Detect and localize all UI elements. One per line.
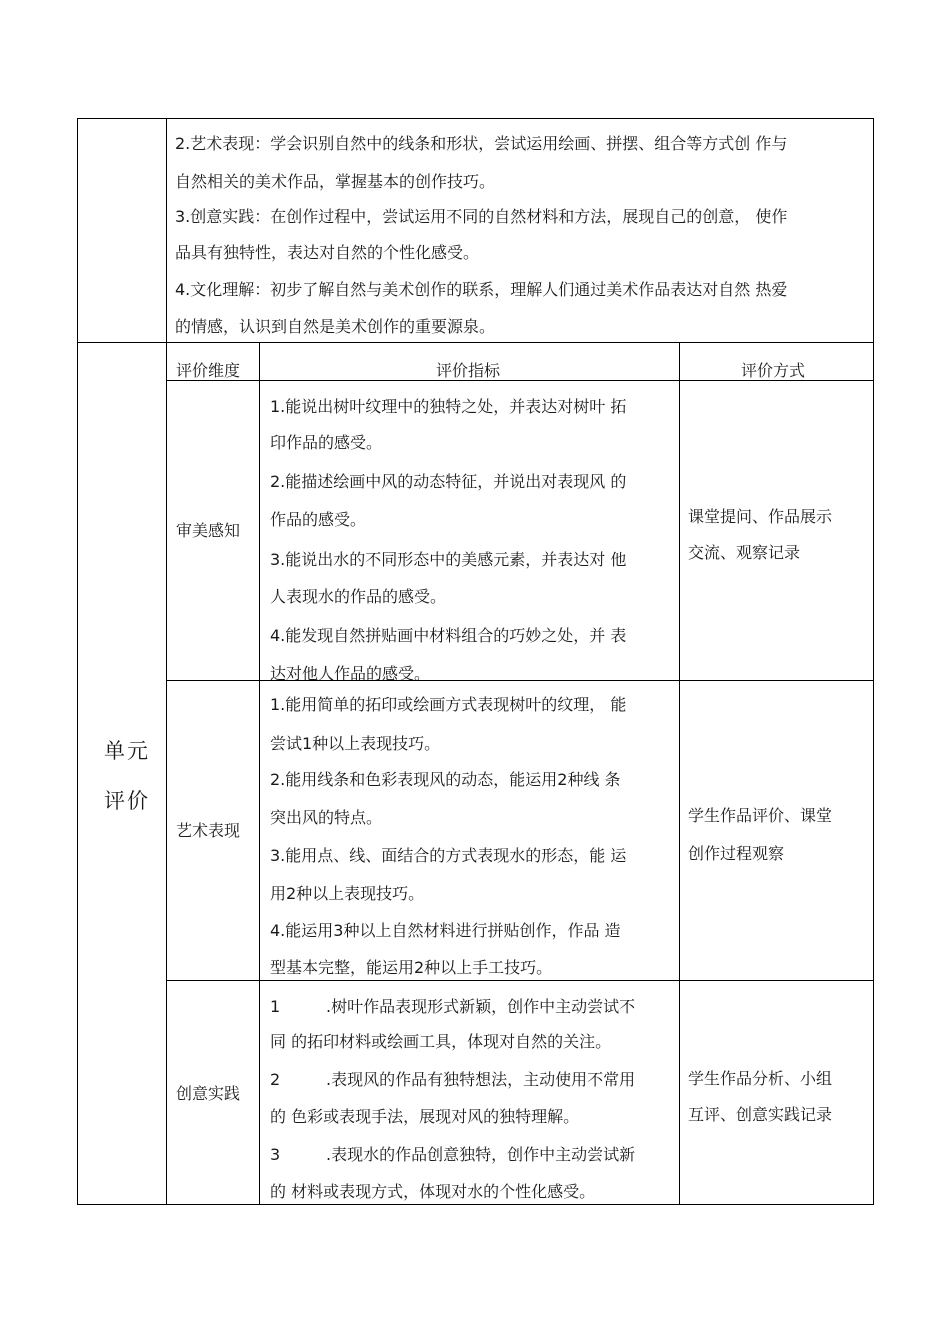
indicator-line: 人表现水的作品的感受。 <box>270 587 447 606</box>
indicator-line: 1.能说出树叶纹理中的独特之处，并表达对树叶 拓 <box>270 397 627 416</box>
indicator-line: 作品的感受。 <box>270 510 367 529</box>
indicator-number: 2 <box>270 1070 281 1089</box>
indicator-line: .表现水的作品创意独特，创作中主动尝试新 <box>326 1145 636 1164</box>
indicator-line: 4.能运用3种以上自然材料进行拼贴创作，作品 造 <box>270 921 621 940</box>
row-method-line: 创作过程观察 <box>688 844 785 863</box>
indicator-line: 2.能用线条和色彩表现风的动态，能运用2种线 条 <box>270 770 621 789</box>
row-method-line: 交流、观察记录 <box>688 543 801 562</box>
row-indicator-cell <box>260 681 679 980</box>
indicator-line: 同 的拓印材料或绘画工具，体现对自然的关注。 <box>270 1032 612 1051</box>
table-border-right <box>873 118 874 1205</box>
row-indicator-cell <box>260 381 679 680</box>
section-label-line2: 评价 <box>104 789 150 813</box>
indicator-line: 突出风的特点。 <box>270 808 383 827</box>
goal-line: 4.文化理解：初步了解自然与美术创作的联系，理解人们通过美术作品表达对自然 热爱 <box>175 280 788 299</box>
indicator-line: 的 材料或表现方式，体现对水的个性化感受。 <box>270 1182 596 1201</box>
row-method-line: 课堂提问、作品展示 <box>688 507 833 526</box>
indicator-line: 用2种以上表现技巧。 <box>270 884 425 903</box>
goals-section-divider <box>77 342 874 343</box>
row-method-line: 学生作品评价、课堂 <box>688 806 833 825</box>
row-indicator-cell <box>260 981 679 1204</box>
goal-line: 2.艺术表现：学会识别自然中的线条和形状，尝试运用绘画、拼摆、组合等方式创 作与 <box>175 134 788 153</box>
indicator-line: .表现风的作品有独特想法，主动使用不常用 <box>326 1070 636 1089</box>
indicator-line: 尝试1种以上表现技巧。 <box>270 734 441 753</box>
row-dimension: 创意实践 <box>176 1084 241 1103</box>
indicator-number: 1 <box>270 997 281 1016</box>
goal-line: 自然相关的美术作品，掌握基本的创作技巧。 <box>175 172 496 191</box>
table-border-left <box>77 118 78 1205</box>
table-border-top <box>77 118 874 119</box>
indicator-line: .树叶作品表现形式新颖，创作中主动尝试不 <box>326 997 636 1016</box>
row-dimension: 艺术表现 <box>176 821 241 840</box>
header-dimension: 评价维度 <box>176 361 241 380</box>
indicator-line: 2.能描述绘画中风的动态特征，并说出对表现风 的 <box>270 472 627 491</box>
indicator-line: 4.能发现自然拼贴画中材料组合的巧妙之处，并 表 <box>270 626 627 645</box>
indicator-line: 的 色彩或表现手法，展现对风的独特理解。 <box>270 1107 580 1126</box>
table-border-bottom <box>77 1204 874 1205</box>
indicator-line: 印作品的感受。 <box>270 433 383 452</box>
indicator-line: 1.能用简单的拓印或绘画方式表现树叶的纹理， 能 <box>270 695 627 714</box>
row-dimension: 审美感知 <box>176 521 241 540</box>
section-label-line1: 单元 <box>104 739 150 763</box>
indicator-number: 3 <box>270 1145 281 1164</box>
indicator-line: 3.能说出水的不同形态中的美感元素，并表达对 他 <box>270 550 627 569</box>
goal-line: 品具有独特性，表达对自然的个性化感受。 <box>175 243 480 262</box>
goal-line: 3.创意实践：在创作过程中，尝试运用不同的自然材料和方法，展现自己的创意， 使作 <box>175 207 788 226</box>
goal-line: 的情感，认识到自然是美术创作的重要源泉。 <box>175 317 496 336</box>
indicator-line: 3.能用点、线、面结合的方式表现水的形态，能 运 <box>270 846 627 865</box>
header-indicator: 评价指标 <box>436 361 501 380</box>
header-method: 评价方式 <box>741 361 806 380</box>
indicator-line: 达对他人作品的感受。 <box>270 664 431 680</box>
row-method-line: 互评、创意实践记录 <box>688 1105 833 1124</box>
row-method-line: 学生作品分析、小组 <box>688 1069 833 1088</box>
label-column-divider <box>166 118 167 1205</box>
indicator-line: 型基本完整，能运用2种以上手工技巧。 <box>270 958 553 977</box>
method-column-divider <box>679 342 680 1205</box>
